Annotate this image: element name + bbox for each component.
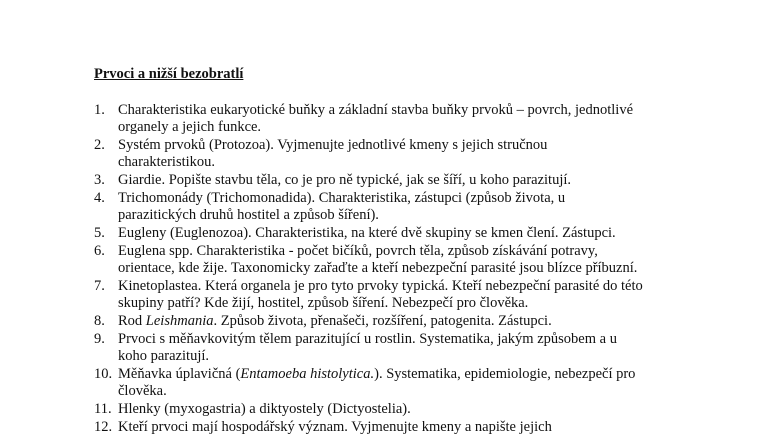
item-text-line: Prvoci s měňavkovitým tělem parazitující u rostlin. Systematika, jakým způsobem a u xyxy=(118,330,617,347)
list-item xyxy=(94,278,734,313)
list-item xyxy=(94,102,734,137)
list-item xyxy=(94,225,734,242)
taxon-name: Leishmania xyxy=(145,313,214,330)
item-text-line: organely a jejich funkce. xyxy=(118,119,262,136)
list-item xyxy=(94,331,734,366)
list-item xyxy=(94,190,734,225)
list-item xyxy=(94,243,734,278)
item-number: 6. xyxy=(94,242,105,259)
item-text-line: Měňavka úplavičná (Entamoeba histolytica.). Systematika, epidemiologie, nebezpečí pro xyxy=(118,365,636,382)
item-text-line: parazitických druhů hostitel a způsob šíření). xyxy=(118,207,379,224)
item-text-line: charakteristikou. xyxy=(118,154,216,171)
item-text-line: Hlenky (myxogastria) a diktyostely (Dictyostelia). xyxy=(118,401,411,418)
item-number: 7. xyxy=(94,277,105,294)
item-text-line: Giardie. Popište stavbu těla, co je pro ně typické, jak se šíří, u koho parazitují. xyxy=(118,172,572,189)
item-number: 4. xyxy=(94,189,105,206)
item-text-line: Kteří prvoci mají hospodářský význam. Vyjmenujte kmeny a napište jejich xyxy=(118,418,552,435)
list-item xyxy=(94,401,734,418)
list-item xyxy=(94,366,734,401)
item-number: 2. xyxy=(94,137,105,154)
item-text-line: Euglena spp. Charakteristika - počet bičíků, povrch těla, způsob získávání potravy, xyxy=(118,242,598,259)
item-text-line: Rod Leishmania. Způsob života, přenašeči, rozšíření, patogenita. Zástupci. xyxy=(118,313,552,330)
item-number: 12. xyxy=(94,418,113,435)
list-item xyxy=(94,313,734,330)
list-item xyxy=(94,172,734,189)
item-text-line: koho parazitují. xyxy=(118,348,210,365)
item-text-line: Trichomonády (Trichomonadida). Charakteristika, zástupci (způsob života, u xyxy=(118,189,566,206)
item-number: 1. xyxy=(94,102,105,118)
item-number: 9. xyxy=(94,330,105,347)
item-text-line: skupiny patří? Kde žijí, hostitel, způsob šíření. Nebezpečí pro člověka. xyxy=(118,295,529,312)
item-text-line: Eugleny (Euglenozoa). Charakteristika, na které dvě skupiny se kmen člení. Zástupci. xyxy=(118,225,616,242)
item-text-line: Systém prvoků (Protozoa). Vyjmenujte jednotlivé kmeny s jejich stručnou xyxy=(118,137,548,154)
taxon-name: Entamoeba histolytica. xyxy=(240,365,375,382)
item-number: 11. xyxy=(94,401,112,418)
document-title: Prvoci a nižší bezobratlí xyxy=(94,66,244,82)
question-list xyxy=(94,102,734,437)
item-number: 10. xyxy=(94,365,113,382)
list-item xyxy=(94,137,734,172)
item-text-line: orientace, kde žije. Taxonomicky zařaďte a kteří nebezpeční parasité jsou blízce příbuzní. xyxy=(118,260,638,277)
item-text-line: Charakteristika eukaryotické buňky a základní stavba buňky prvoků – povrch, jednotlivé xyxy=(118,102,634,118)
item-number: 3. xyxy=(94,172,105,189)
list-item xyxy=(94,419,734,436)
item-number: 5. xyxy=(94,225,105,242)
item-text-line: člověka. xyxy=(118,383,167,400)
item-number: 8. xyxy=(94,313,105,330)
item-text-line: Kinetoplastea. Která organela je pro tyto prvoky typická. Kteří nebezpeční parasité do této xyxy=(118,277,643,294)
